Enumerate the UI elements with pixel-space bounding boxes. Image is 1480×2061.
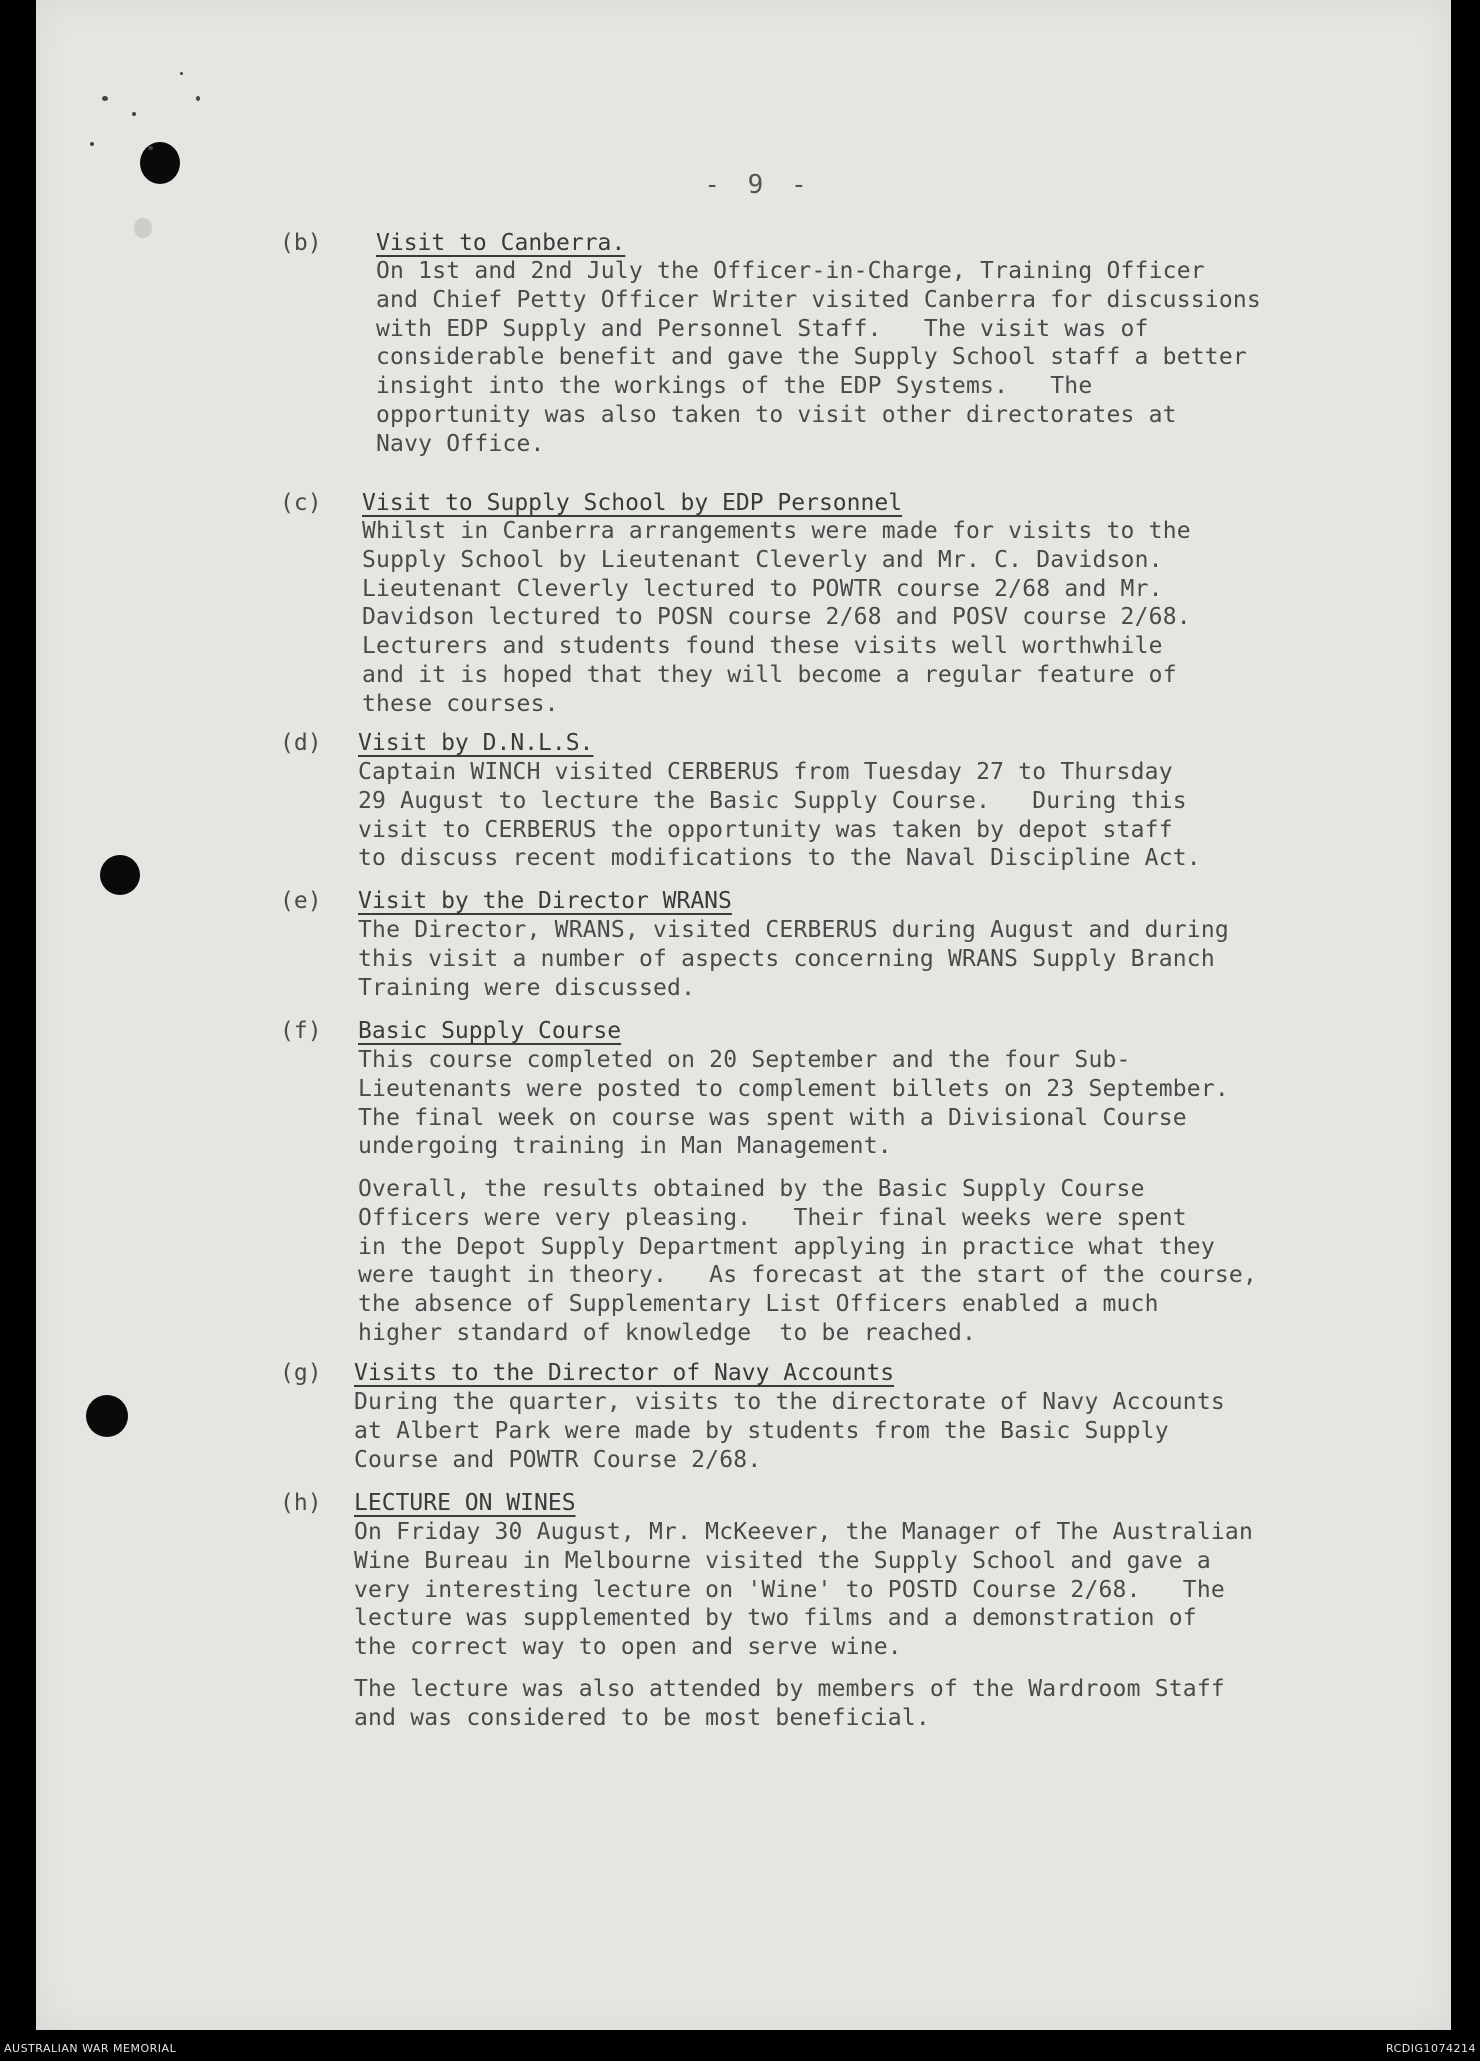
section-body-g: During the quarter, visits to the directorate of Navy Accounts at Albert Park were made by students from the Basic Supply Course and POWTR Course 2/68. — [354, 1389, 1225, 1473]
document-page — [36, 0, 1451, 2030]
page-number: - 9 - — [704, 170, 813, 200]
punch-hole-middle — [100, 855, 140, 895]
section-body-c: Whilst in Canberra arrangements were made for visits to the Supply School by Lieutenant Cleverly and Mr. C. Davidson. Lieutenant Cleverly lectured to POWTR course 2/68 and Mr. Davidson lectured to POSN course 2/68 and POSV course 2/68. Lecturers and students found these visits well worthwhile and it is hoped that they will become a regular feature of these courses. — [362, 518, 1191, 717]
section-label-b: (b) — [280, 230, 322, 256]
footer-archive-name: AUSTRALIAN WAR MEMORIAL — [4, 2042, 177, 2055]
section-heading-d: Visit by D.N.L.S. — [358, 730, 594, 756]
section-label-h: (h) — [280, 1490, 322, 1516]
section-body-h-1: On Friday 30 August, Mr. McKeever, the Manager of The Australian Wine Bureau in Melbourne visited the Supply School and gave a very interesting lecture on 'Wine' to POSTD Course 2/68. The lecture was supplemented by two films and a demonstration of the correct way to open and serve wine. — [354, 1519, 1254, 1661]
section-body-d: Captain WINCH visited CERBERUS from Tuesday 27 to Thursday 29 August to lecture the Basic Supply Course. During this visit to CERBERUS the opportunity was taken by depot staff to discuss recent modifications to the Naval Discipline Act. — [358, 759, 1201, 872]
section-heading-g: Visits to the Director of Navy Accounts — [354, 1360, 895, 1386]
section-label-c: (c) — [280, 490, 322, 516]
section-label-d: (d) — [280, 730, 322, 756]
punch-hole-bottom — [86, 1395, 128, 1437]
footer-record-id: RCDIG1074214 — [1385, 2042, 1476, 2055]
section-label-f: (f) — [280, 1018, 322, 1044]
section-body-b: On 1st and 2nd July the Officer-in-Charge, Training Officer and Chief Petty Officer Writer visited Canberra for discussions with EDP Supply and Personnel Staff. The visit was of considerable benefit and gave the Supply School staff a better insight into the workings of the EDP Systems. The opportunity was also taken to visit other directorates at Navy Office. — [376, 258, 1261, 457]
section-body-e: The Director, WRANS, visited CERBERUS during August and during this visit a number of aspects concerning WRANS Supply Branch Training were discussed. — [358, 917, 1229, 1001]
section-heading-f: Basic Supply Course — [358, 1018, 622, 1044]
section-heading-c: Visit to Supply School by EDP Personnel — [362, 490, 903, 516]
section-heading-e: Visit by the Director WRANS — [358, 888, 732, 914]
section-body-h-2: The lecture was also attended by members of the Wardroom Staff and was considered to be most beneficial. — [354, 1676, 1225, 1731]
section-label-e: (e) — [280, 888, 322, 914]
section-body-f-2: Overall, the results obtained by the Basic Supply Course Officers were very pleasing. Their final weeks were spent in the Depot Supply Department applying in practice what they were taught in theory. As forecast at the start of the course, the absence of Supplementary List Officers enabled a much higher standard of knowledge to be reached. — [358, 1176, 1258, 1346]
section-heading-b: Visit to Canberra. — [376, 230, 626, 256]
section-heading-h: LECTURE ON WINES — [354, 1490, 576, 1516]
section-label-g: (g) — [280, 1360, 322, 1386]
section-body-f-1: This course completed on 20 September and the four Sub- Lieutenants were posted to complement billets on 23 September. The final week on course was spent with a Divisional Course undergoing training in Man Management. — [358, 1047, 1229, 1160]
